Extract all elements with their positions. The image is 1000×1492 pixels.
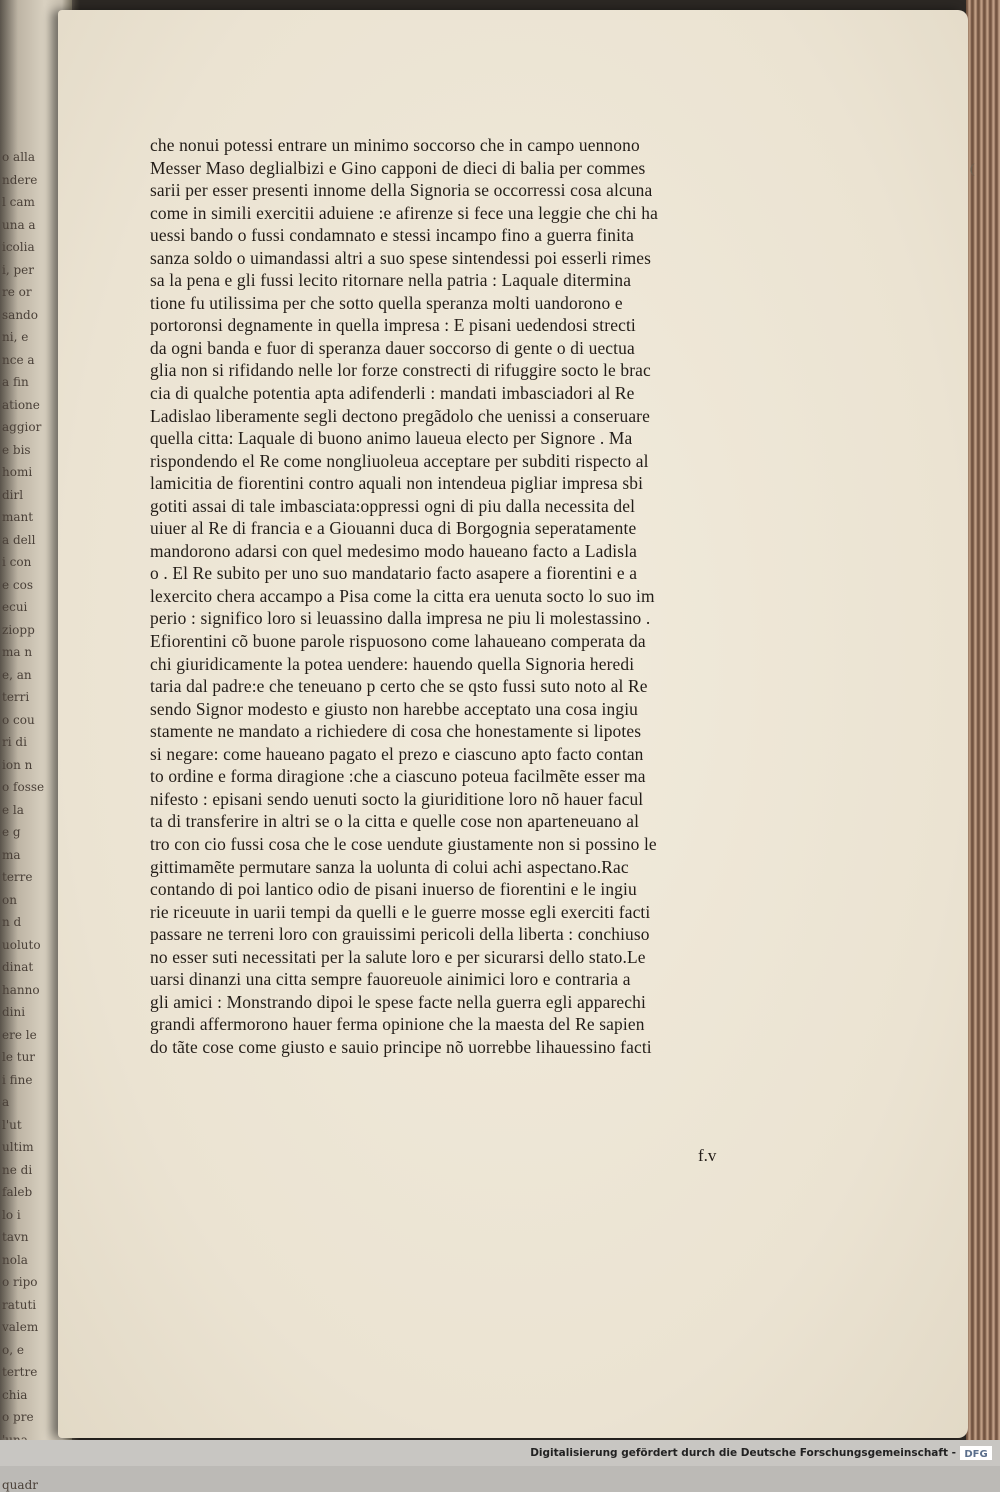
left-page-fragment: a bbox=[2, 1095, 10, 1109]
margin-mark: ( bbox=[970, 162, 975, 177]
text-line: contando di poi lantico odio de pisani inuerso de fiorentini e le ingiu bbox=[150, 879, 637, 900]
left-page-fragment: lo i bbox=[2, 1207, 21, 1222]
text-line: sanza soldo o uimandassi altri a suo spese sintendessi poi esserli rimes bbox=[150, 247, 652, 268]
left-page-fragment: atione bbox=[2, 397, 40, 412]
left-page-fragment: e bis bbox=[2, 442, 31, 457]
text-line: mandorono adarsi con quel medesimo modo haueano facto a Ladisla bbox=[150, 540, 638, 561]
text-line: lexercito chera accampo a Pisa come la citta era uenuta socto lo suo im bbox=[150, 585, 655, 606]
left-page-fragment: uoluto bbox=[2, 937, 41, 952]
text-line: rispondendo el Re come nongliuoleua acceptare per subditi rispecto al bbox=[150, 450, 649, 471]
book-page bbox=[58, 10, 975, 1438]
left-page-fragment: aggior bbox=[2, 420, 42, 434]
text-line: rie riceuute in uarii tempi da quelli e le guerre mosse egli exerciti facti bbox=[150, 901, 651, 922]
left-page-fragment: a dell bbox=[2, 532, 36, 547]
text-line: cia di qualche potentia apta adifenderli : mandati imbasciadori al Re bbox=[150, 383, 635, 404]
left-page-fragment: o, e bbox=[2, 1342, 24, 1357]
text-line: no esser suti necessitati per la salute loro e per sicurarsi dello stato.Le bbox=[150, 946, 646, 967]
left-page-fragment: le tur bbox=[2, 1050, 36, 1064]
left-page-fragment: sando bbox=[2, 307, 38, 322]
funding-notice-text: Digitalisierung gefördert durch die Deutsche Forschungsgemeinschaft bbox=[530, 1447, 948, 1459]
text-line: tro con cio fussi cosa che le cose uendute giustamente non si possino le bbox=[150, 833, 657, 854]
left-page-fragment: ndere bbox=[2, 172, 38, 187]
text-line: glia non si rifidando nelle lor forze constrecti di rifuggire socto le brac bbox=[150, 360, 651, 381]
left-page-fragment: l'ut bbox=[2, 1117, 22, 1132]
left-page-fragment: icolia bbox=[2, 240, 35, 254]
left-page-fragment: mant bbox=[2, 510, 34, 524]
text-line: gotiti assai di tale imbasciata:oppressi ogni di piu dalla necessita del bbox=[150, 495, 636, 516]
left-page-fragment: nce a bbox=[2, 352, 35, 367]
left-page-fragment: ratuti bbox=[2, 1297, 37, 1312]
left-page-fragment: ziopp bbox=[2, 622, 35, 637]
text-line: gli amici : Monstrando dipoi le spese facte nella guerra egli apparechi bbox=[150, 991, 646, 1012]
funding-notice bbox=[530, 1447, 956, 1459]
text-line: come in simili exercitii aduiene :e afirenze si fece una leggie che chi ha bbox=[150, 202, 658, 223]
left-page-fragment: dini bbox=[2, 1005, 26, 1019]
signature-mark: f.v bbox=[698, 1146, 717, 1165]
left-page-fragment: ecui bbox=[2, 600, 28, 614]
page-stack-edge bbox=[966, 0, 1000, 1440]
left-page-fragment: on bbox=[2, 892, 17, 907]
text-line: taria dal padre:e che teneuano p certo che se qsto fussi suto noto al Re bbox=[150, 676, 648, 697]
text-line: to ordine e forma diragione :che a ciascuno poteua facilmẽte esser ma bbox=[150, 766, 646, 787]
left-page-fragment: ma n bbox=[2, 645, 33, 659]
left-page-fragment: l cam bbox=[2, 195, 35, 209]
dfg-logo-icon bbox=[960, 1446, 992, 1460]
text-line: nifesto : episani sendo uenuti socto la giuriditione loro nõ hauer facul bbox=[150, 788, 644, 809]
text-line: che nonui potessi entrare un minimo soccorso che in campo uennono bbox=[150, 135, 640, 155]
text-line: do tãte cose come giusto e sauio principe nõ uorrebbe lihauessino facti bbox=[150, 1036, 652, 1057]
left-page-fragment: i, per bbox=[2, 262, 34, 277]
left-page-fragment: ion n bbox=[2, 757, 33, 772]
left-page-fragment: una a bbox=[2, 217, 36, 232]
left-page-fragment: terre bbox=[2, 870, 33, 884]
left-page-fragment: ne di bbox=[2, 1162, 33, 1177]
dfg-logo-text: DFG bbox=[964, 1449, 988, 1460]
left-page-fragment: e g bbox=[2, 825, 21, 839]
left-page-fragment: ni, e bbox=[2, 330, 29, 344]
left-page-fragment: ultim bbox=[2, 1140, 34, 1154]
left-page-fragment: n d bbox=[2, 915, 22, 929]
left-page-fragment: tavn bbox=[2, 1230, 29, 1244]
text-line: Messer Maso deglialbizi e Gino capponi de dieci di balia per commes bbox=[150, 157, 646, 178]
left-page-fragment: quadr bbox=[2, 1477, 38, 1492]
text-line: uarsi dinanzi una citta sempre fauoreuole ainimici loro e contraria a bbox=[150, 969, 631, 990]
left-page-fragment: terri bbox=[2, 690, 30, 704]
text-line: da ogni banda e fuor di speranza dauer soccorso di gente o di uectua bbox=[150, 337, 635, 358]
left-page-fragment: ma bbox=[2, 847, 21, 862]
text-line: passare ne terreni loro con grauissimi pericoli della liberta : conchiuso bbox=[150, 924, 650, 945]
left-page-fragment: valem bbox=[2, 1320, 39, 1334]
left-page-fragment: o ripo bbox=[2, 1275, 38, 1289]
funding-separator: - bbox=[951, 1447, 956, 1459]
text-line: chi giuridicamente la potea uendere: hauendo quella Signoria heredi bbox=[150, 653, 635, 674]
left-page-fragment: re or bbox=[2, 285, 32, 299]
footer-bar bbox=[0, 1440, 1000, 1466]
left-page-fragment: hanno bbox=[2, 982, 40, 997]
left-page-fragment: e, an bbox=[2, 667, 32, 682]
text-line: grandi affermorono hauer ferma opinione che la maesta del Re sapien bbox=[150, 1014, 645, 1035]
left-page-fragment: dirl bbox=[2, 487, 24, 502]
left-page-fragment: o pre bbox=[2, 1410, 34, 1424]
left-page-fragment: ri di bbox=[2, 735, 27, 749]
text-line: uiuer al Re di francia e a Giouanni duca di Borgognia seperatamente bbox=[150, 518, 637, 539]
left-page-fragment: e la bbox=[2, 802, 24, 817]
left-page-fragment: a fin bbox=[2, 375, 29, 389]
left-page-fragment: o fosse bbox=[2, 780, 45, 794]
left-page-fragment: i con bbox=[2, 555, 32, 569]
left-page-fragment: chia bbox=[2, 1387, 28, 1402]
text-line: quella citta: Laquale di buono animo laueua electo per Signore . Ma bbox=[150, 428, 633, 449]
text-line: perio : significo loro si leuassino dalla impresa ne piu li molestassino . bbox=[150, 608, 651, 629]
text-block bbox=[150, 134, 750, 1058]
text-line: Ladislao liberamente segli dectono pregãdolo che uenissi a conseruare bbox=[150, 405, 650, 426]
left-page-fragment: o cou bbox=[2, 712, 35, 727]
text-line: ta di transferire in altri se o la citta e quelle cose non aparteneuano al bbox=[150, 811, 640, 832]
text-line: lamicitia de fiorentini contro aquali non intendeua pigliar impresa sbi bbox=[150, 473, 644, 494]
text-line: si negare: come haueano pagato el prezo e ciascuno apto facto contan bbox=[150, 743, 644, 764]
left-page-fragment: e cos bbox=[2, 577, 34, 592]
left-page-fragment: dinat bbox=[2, 960, 34, 974]
text-line: sendo Signor modesto e giusto non harebbe acceptato una cosa ingiu bbox=[150, 698, 639, 719]
text-line: Efiorentini cõ buone parole rispuosono come lahaueano comperata da bbox=[150, 631, 646, 652]
left-page-fragment: tertre bbox=[2, 1365, 38, 1379]
text-line: portoronsi degnamente in quella impresa : E pisani uedendosi strecti bbox=[150, 315, 636, 336]
text-line: gittimamẽte permutare sanza la uolunta di colui achi aspectano.Rac bbox=[150, 856, 629, 877]
left-page-fragment: o alla bbox=[2, 150, 36, 164]
text-line: o . El Re subito per uno suo mandatario facto asapere a fiorentini e a bbox=[150, 563, 638, 584]
left-page-fragment: nola bbox=[2, 1252, 28, 1267]
left-page-fragment: ere le bbox=[2, 1027, 37, 1042]
text-line: tione fu utilissima per che sotto quella speranza molti uandorono e bbox=[150, 292, 623, 313]
text-line: stamente ne mandato a richiedere di cosa che honestamente si lipotes bbox=[150, 721, 642, 742]
text-line: sarii per esser presenti innome della Signoria se occorressi cosa alcuna bbox=[150, 180, 653, 201]
left-page-fragment: faleb bbox=[2, 1185, 33, 1199]
text-line: uessi bando o fussi condamnato e stessi incampo fino a guerra finita bbox=[150, 225, 634, 246]
left-page-fragment: i fine bbox=[2, 1072, 33, 1087]
left-page-fragment: homi bbox=[2, 465, 33, 479]
text-line: sa la pena e gli fussi lecito ritornare nella patria : Laquale ditermina bbox=[150, 270, 632, 291]
